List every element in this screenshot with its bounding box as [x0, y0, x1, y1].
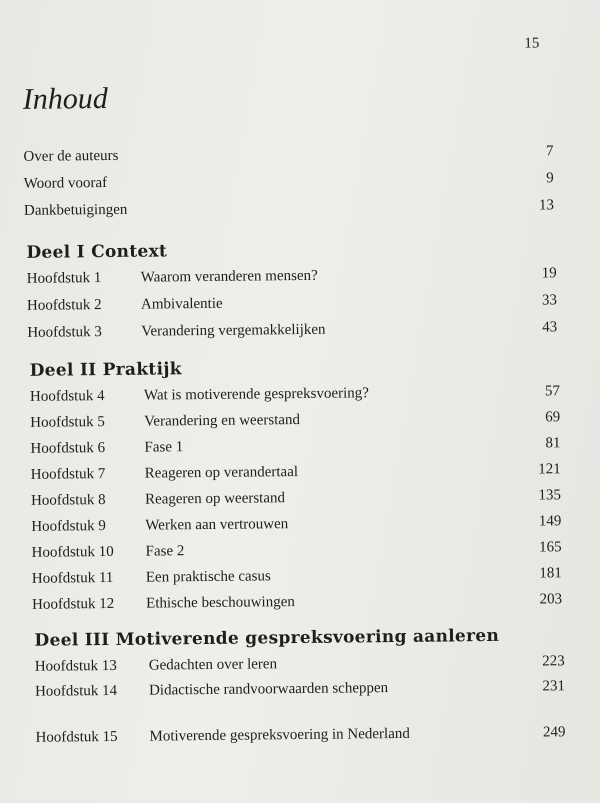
entry-page: 7: [545, 143, 554, 160]
chapter-title: Een praktische casus: [145, 568, 271, 586]
chapter-label: Hoofdstuk 13: [34, 657, 117, 675]
chapter-page: 57: [544, 383, 561, 400]
chapter-title: Ethische beschouwingen: [146, 594, 295, 612]
chapter-label: Hoofdstuk 9: [31, 518, 106, 535]
chapter-page: 43: [542, 319, 558, 336]
chapter-title: Werken aan vertrouwen: [145, 516, 289, 534]
chapter-title: Verandering en weerstand: [144, 412, 301, 430]
chapter-label: Hoofdstuk 3: [27, 324, 102, 341]
chapter-label: Hoofdstuk 5: [30, 414, 105, 431]
chapter-row: [31, 487, 561, 515]
chapter-page: 231: [542, 678, 566, 695]
chapter-title: Motiverende gespreksvoering in Nederland: [149, 725, 410, 745]
chapter-label: Hoofdstuk 7: [30, 466, 106, 483]
chapter-title: Verandering vergemakkelijken: [141, 321, 326, 340]
chapter-title: Didactische randvoorwaarden scheppen: [148, 680, 389, 699]
chapter-row: [27, 292, 557, 320]
chapter-label: Hoofdstuk 4: [29, 388, 105, 405]
entry-title: Over de auteurs: [23, 147, 119, 165]
chapter-title: Fase 2: [145, 543, 185, 560]
chapter-row: [32, 565, 562, 593]
chapter-label: Hoofdstuk 1: [26, 270, 102, 287]
chapter-page: 165: [538, 539, 562, 556]
chapter-row: [30, 435, 560, 463]
entry-title: Woord vooraf: [23, 175, 108, 192]
chapter-row: [30, 383, 560, 411]
toc-entry: [24, 170, 554, 198]
chapter-page: 33: [541, 292, 558, 309]
chapter-page: 19: [541, 265, 557, 282]
chapter-page: 181: [539, 565, 562, 582]
chapter-page: 81: [545, 435, 561, 452]
chapter-row: [27, 265, 557, 293]
chapter-label: Hoofdstuk 10: [31, 543, 114, 561]
chapter-title: Wat is motiverende gespreksvoering?: [143, 385, 370, 404]
chapter-row: [27, 319, 557, 347]
toc-entry: [24, 197, 554, 225]
chapter-row: [32, 539, 562, 567]
part-heading: Deel II Praktijk: [29, 359, 182, 381]
toc-entry: [23, 143, 553, 171]
chapter-page: 223: [542, 653, 565, 670]
chapter-title: Reageren op verandertaal: [144, 464, 299, 482]
chapter-row: [32, 591, 562, 619]
chapter-row: [30, 409, 560, 437]
chapter-title: Waarom veranderen mensen?: [140, 267, 318, 286]
entry-page: 9: [546, 170, 554, 187]
entry-page: 13: [538, 197, 555, 214]
chapter-title: Reageren op weerstand: [144, 490, 286, 508]
part-heading: Deel I Context: [26, 241, 168, 263]
chapter-page: 149: [538, 513, 562, 530]
page-title: Inhoud: [22, 81, 109, 116]
chapter-label: Hoofdstuk 2: [26, 297, 102, 314]
chapter-row: [31, 513, 561, 541]
page-number: 15: [524, 35, 540, 52]
chapter-label: Hoofdstuk 11: [31, 569, 114, 587]
chapter-label: Hoofdstuk 12: [32, 595, 115, 613]
chapter-row: [31, 461, 561, 489]
chapter-title: Ambivalentie: [140, 295, 223, 313]
chapter-page: 203: [539, 591, 563, 608]
chapter-page: 135: [538, 487, 562, 504]
chapter-page: 69: [545, 409, 561, 426]
chapter-label: Hoofdstuk 15: [35, 728, 118, 746]
chapter-label: Hoofdstuk 8: [30, 492, 106, 509]
chapter-title: Gedachten over leren: [148, 656, 278, 674]
chapter-page: 121: [538, 461, 561, 478]
chapter-label: Hoofdstuk 14: [34, 682, 118, 700]
chapter-page: 249: [542, 724, 566, 741]
chapter-row: [35, 653, 565, 681]
chapter-row: [35, 724, 565, 752]
part-heading: Deel III Motiverende gespreksvoering aanleren: [34, 625, 500, 651]
chapter-row: [35, 678, 565, 706]
front-matter: [23, 143, 555, 219]
chapter-label: Hoofdstuk 6: [30, 440, 106, 457]
chapter-title: Fase 1: [144, 439, 184, 456]
entry-title: Dankbetuigingen: [23, 201, 128, 219]
